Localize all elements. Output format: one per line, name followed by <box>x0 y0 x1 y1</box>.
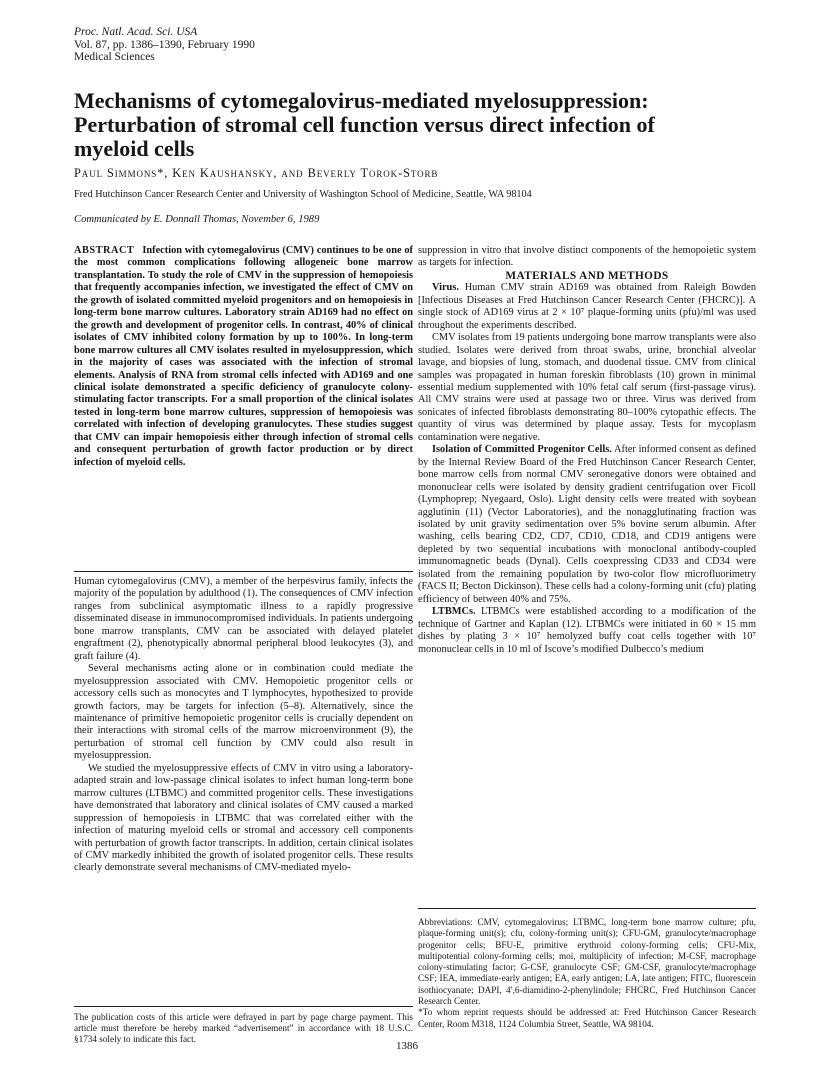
isolates-paragraph: CMV isolates from 19 patients undergoing bone marrow transplants were also studied. Isolates were derived from throat swabs, urine, bronchial alveolar lavage, and biopsies of lung, stomach, and duodenal tissue. CMV from clinical samples was propagated in human foreskin fibroblasts (10) grown in minimal essential medium supplemented with 10% fetal calf serum (first-passage virus). All CMV strains were used at passage two or three. Virus was derived from sonicates of infected fibroblasts demonstrating 80–100% cytopathic effects. The quantity of virus was determined by plaque assay. Tests for mycoplasm contamination were negative. <box>418 332 756 443</box>
isolation-paragraph: After informed consent as defined by the Internal Review Board of the Fred Hutchinson Cancer Research Center, bone marrow cells from normal CMV seronegative donors were obtained and mononuclear cells were isolated by density gradient centrifugation over Ficoll (Lymphoprep; Nyegaard, Oslo). Light density cells were treated with soybean agglutinin (11) (Vector Laboratories), and the nonagglutinating fraction was isolated by unit gravity sedimentation over 5% bovine serum albumin. After washing, cells bearing CD2, CD7, CD10, CD18, and CD19 antigens were depleted by two sequential incubations with monoclonal antibody-coupled immunomagnetic beads (Dynal). Cells coexpressing CD33 and CD34 were isolated from the remaining population by two-color flow microfluorimetry (FACS II; Becton Dickinson). These cells had a colony-forming unit (cfu) plating efficiency of between 40% and 75%. <box>418 444 757 605</box>
right-column <box>418 245 756 656</box>
section-name: Medical Sciences <box>74 51 155 63</box>
volume-line: Vol. 87, pp. 1386–1390, February 1990 <box>74 38 255 51</box>
journal-masthead <box>74 26 255 64</box>
abstract-divider <box>74 571 413 572</box>
page-number: 1386 <box>396 1040 418 1052</box>
article-title: Mechanisms of cytomegalovirus-mediated myelosuppression: Perturbation of stromal cell function versus direct infection of myeloid cells <box>74 88 655 161</box>
abbreviations-text: Abbreviations: CMV, cytomegalovirus; LTBMC, long-term bone marrow culture; pfu, plaque-forming unit(s); cfu, colony-forming unit(s); CFU-GM, granulocyte/macrophage progenitor cells; BFU-E, primitive erythroid colony-forming cells; CFU-Mix, multipotential colony-forming cells; moi, multiplicity of infection; M-CSF, macrophage colony-stimulating factor; G-CSF, granulocyte CSF; GM-CSF, granulocyte/macrophage CSF; IEA, immediate-early antigen; EA, early antigen; LA, late antigen; FITC, fluorescein isothiocyanate; DAPI, 4′,6-diamidino-2-phenylindole; FHCRC, Fred Hutchinson Cancer Research Center. <box>418 917 756 1007</box>
footnote-divider <box>74 1006 413 1007</box>
intro-paragraph: We studied the myelosuppressive effects of CMV in vitro using a laboratory-adapted strain and low-passage clinical isolates to infect human long-term bone marrow cultures (LTBMC) and committed progenitor cells. These investigations have demonstrated that laboratory and clinical isolates of CMV caused a marked suppression of hemopoiesis in LTBMC that was correlated either with the infection of maturing myeloid cells or stromal and accessory cell components with perturbation of growth factor transcripts. In addition, certain clinical isolates of CMV markedly inhibited the growth of isolated progenitor cells. These results clearly demonstrate several mechanisms of CMV-mediated myelo- <box>74 762 413 874</box>
section-heading-methods: MATERIALS AND METHODS <box>505 269 669 282</box>
ltbmc-paragraph: LTBMCs were established according to a modification of the technique of Gartner and Kaplan (12). LTBMCs were initiated in 60 × 15 mm dishes by plating 3 × 10⁷ hemolyzed buffy coat cells together with 10⁷ mononuclear cells in 10 ml of Iscove’s modified Dulbecco’s medium <box>418 606 756 655</box>
author-list: Paul Simmons*, Ken Kaushansky, and Beverly Torok-Storb <box>74 166 439 180</box>
subheading-virus: Virus. <box>432 282 459 294</box>
communicated-by: Communicated by E. Donnall Thomas, November 6, 1989 <box>74 214 320 225</box>
reprint-footnote: *To whom reprint requests should be addressed at: Fred Hutchinson Cancer Research Center, Room M318, 1124 Columbia Street, Seattle, WA 98104. <box>418 1007 756 1029</box>
publication-cost-footnote: The publication costs of this article were defrayed in part by page charge payment. This article must therefore be hereby marked “advertisement” in accordance with 18 U.S.C. §1734 solely to indicate this fact. <box>74 1012 413 1045</box>
subheading-ltbmc: LTBMCs. <box>432 606 476 618</box>
abstract-text: Infection with cytomegalovirus (CMV) continues to be one of the most common complications following allogeneic bone marrow transplantation. To study the role of CMV in the suppression of hemopoiesis that frequently accompanies infection, we investigated the effect of CMV on the growth of isolated committed myeloid progenitors and on hemopoiesis in long-term bone marrow cultures. Laboratory strain AD169 had no effect on the growth and development of progenitor cells. In contrast, 40% of clinical isolates of CMV inhibited colony formation by up to 100%. In long-term bone marrow cultures all CMV isolates resulted in myelosuppression, which in the majority of cases was associated with the infection of stromal elements. Analysis of RNA from stromal cells infected with AD169 and one clinical isolate demonstrated a specific deficiency of granulocyte colony-stimulating factor transcripts. For a small proportion of the clinical isolates tested in long-term bone marrow cultures, suppression of hemopoiesis was correlated with infection of developing granulocytes. These studies suggest that CMV can impair hemopoiesis either through infection of stromal cells and consequent perturbation of growth factor production or by direct infection of myeloid cells. <box>74 245 413 468</box>
virus-paragraph: Human CMV strain AD169 was obtained from Raleigh Bowden [Infectious Diseases at Fred Hutchinson Cancer Research Center (FHCRC)]. A single stock of AD169 virus at 2 × 10⁷ plaque-forming units (pfu)/ml was used throughout the experiments described. <box>418 282 757 331</box>
abbreviations-divider <box>418 908 756 909</box>
abbreviations-footnote <box>418 917 756 1030</box>
abstract-label: ABSTRACT <box>74 245 135 256</box>
subheading-isolation: Isolation of Committed Progenitor Cells. <box>432 444 612 456</box>
intro-continuation: suppression in vitro that involve distinct components of the hemopoietic system as targets for infection. <box>418 245 756 269</box>
intro-paragraph: Several mechanisms acting alone or in combination could mediate the myelosuppression associated with CMV. Hemopoietic progenitor cells or accessory cells such as monocytes and T lymphocytes, hypothesized to provide growth factors, may be targets for infection (5–8). Alternatively, since the maintenance of primitive hemopoietic progenitor cells is crucially dependent on their interactions with stromal cells of the marrow microenvironment (9), the perturbation of stromal cell function by CMV could also result in myelosuppression. <box>74 663 413 762</box>
intro-paragraph: Human cytomegalovirus (CMV), a member of the herpesvirus family, infects the majority of the population by adulthood (1). The consequences of CMV infection ranges from subclinical asymptomatic illness to a rapidly progressive disseminated disease in immunocompromised individuals. In patients undergoing bone marrow transplants, CMV can be associated with delayed platelet engraftment (2), phenotypically abnormal peripheral blood leukocytes (3), and graft failure (4). <box>74 576 413 662</box>
journal-name: Proc. Natl. Acad. Sci. USA <box>74 26 198 38</box>
introduction <box>74 576 413 875</box>
abstract <box>74 245 413 469</box>
affiliation: Fred Hutchinson Cancer Research Center and University of Washington School of Medicine, Seattle, WA 98104 <box>74 189 532 200</box>
